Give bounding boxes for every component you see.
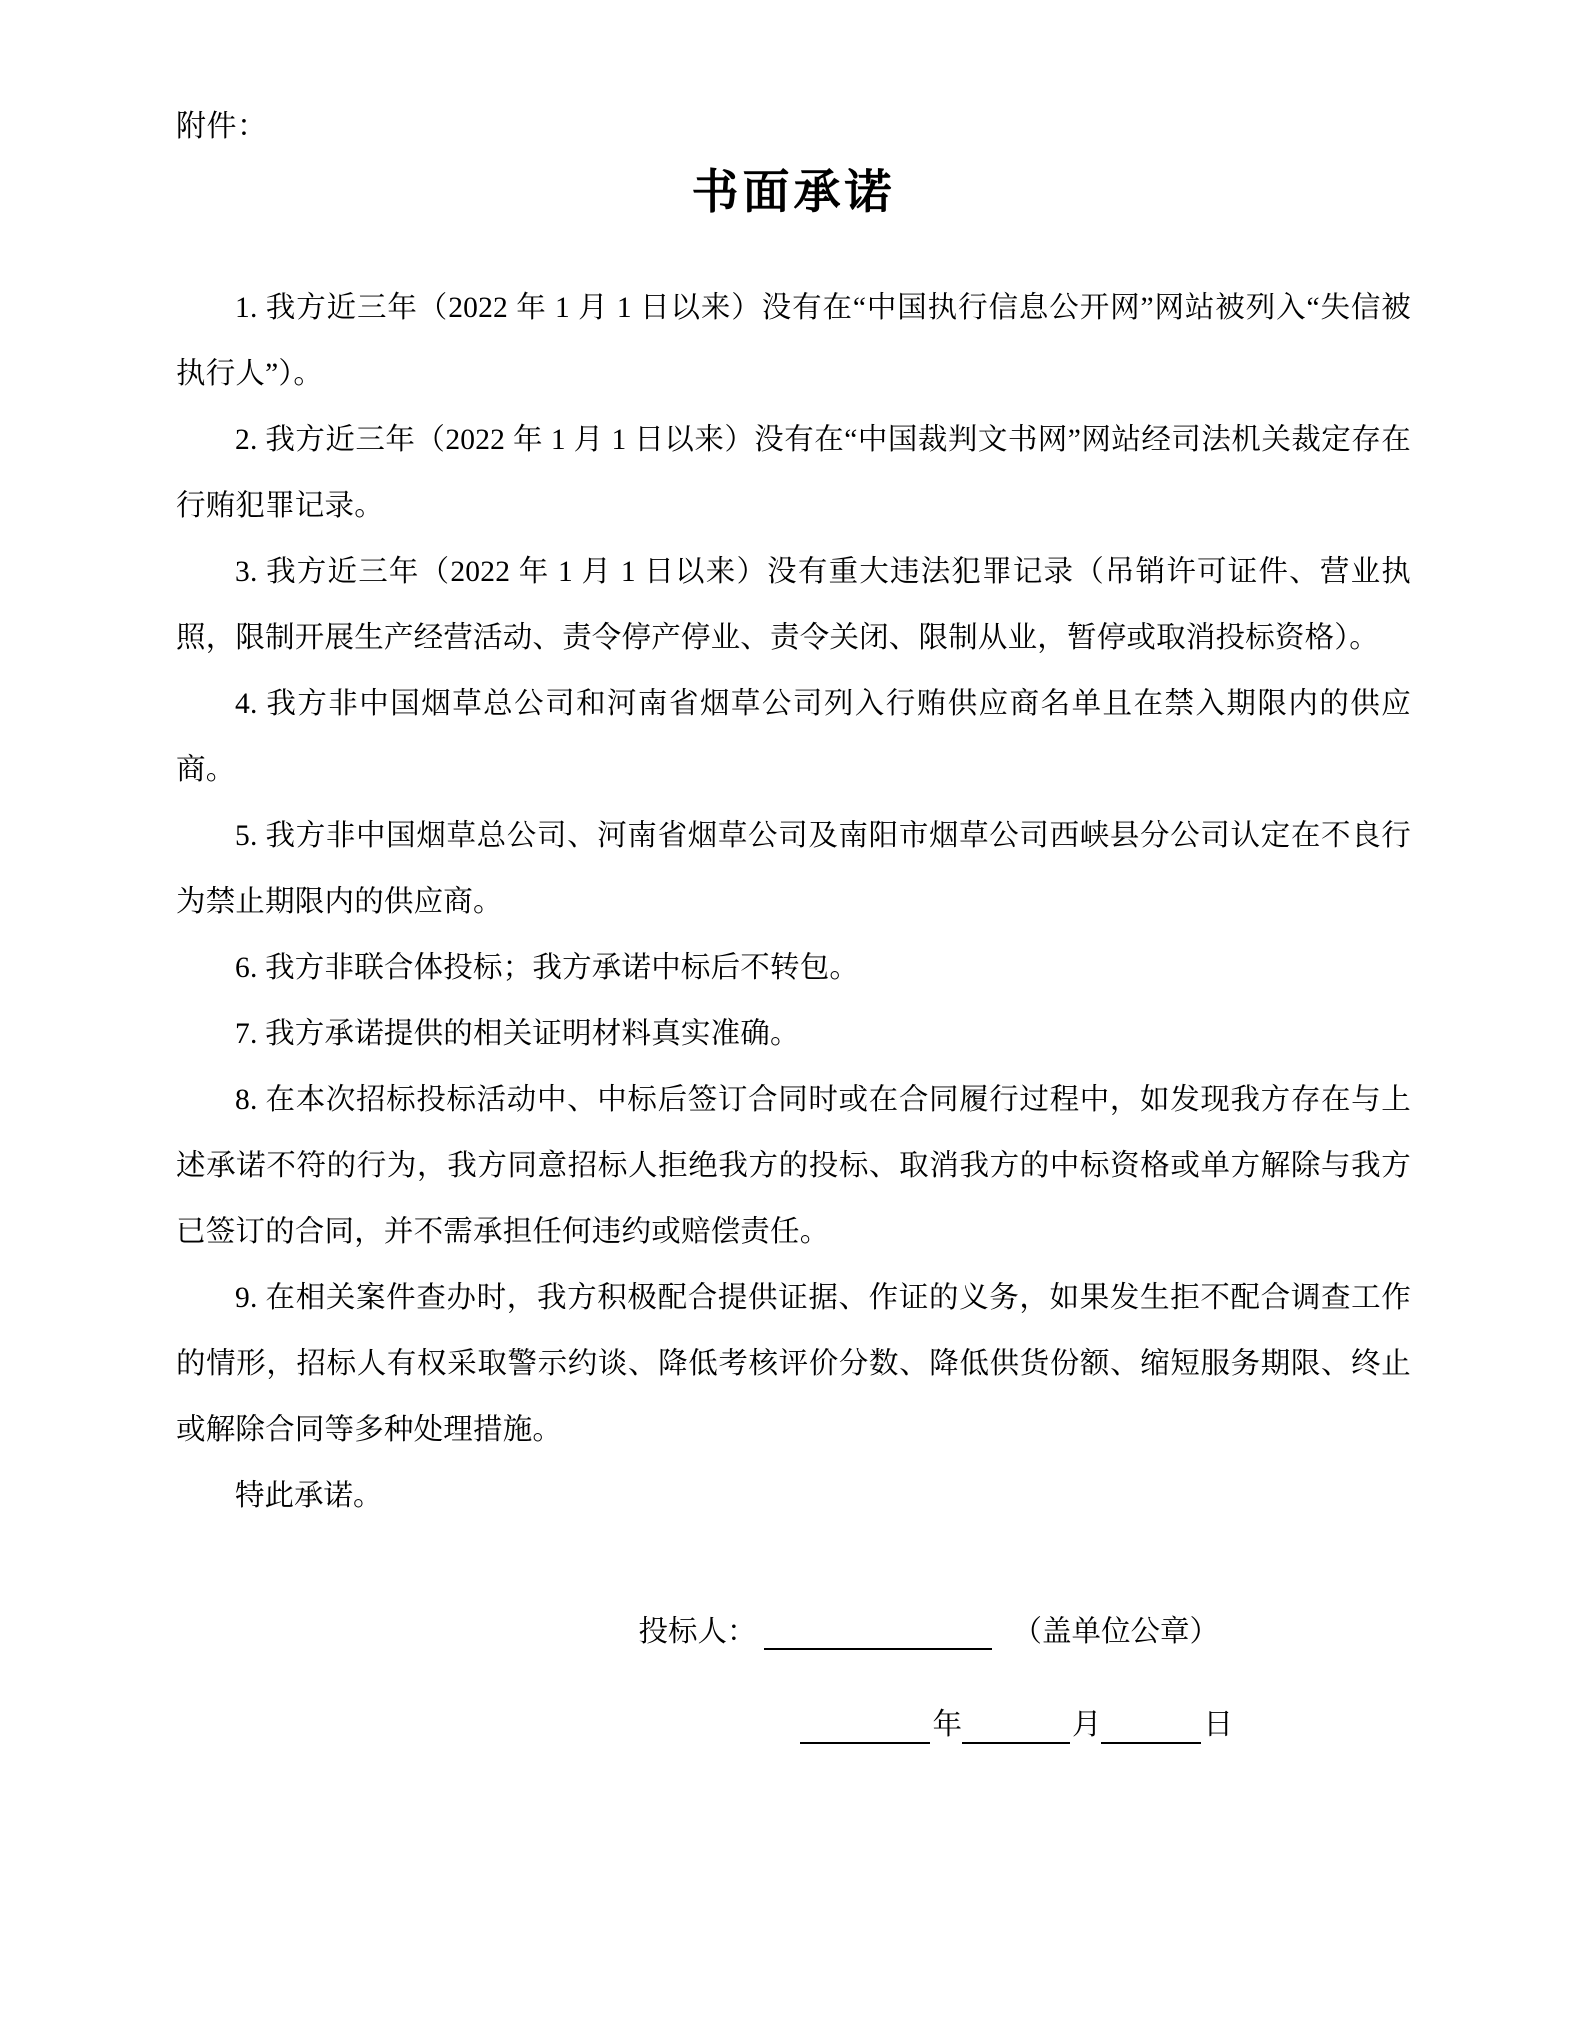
signature-block	[176, 1615, 1411, 1744]
year-field[interactable]	[800, 1711, 930, 1744]
document-content	[176, 0, 1411, 1744]
clause-item-7: 7. 我方承诺提供的相关证明材料真实准确。	[235, 1017, 800, 1050]
year-label: 年	[932, 1709, 962, 1742]
company-seal-note: （盖单位公章）	[1012, 1615, 1219, 1648]
attachment-label: 附件：	[176, 110, 268, 143]
day-field[interactable]	[1101, 1711, 1201, 1744]
clause-item-1: 1. 我方近三年（2022 年 1 月 1 日以来）没有在“中国执行信息公开网”网站被列入“失信被执行人”）。	[176, 291, 1411, 390]
closing-statement: 特此承诺。	[235, 1479, 383, 1512]
clause-item-6: 6. 我方非联合体投标；我方承诺中标后不转包。	[235, 951, 860, 984]
bidder-signature-row	[176, 1615, 1411, 1650]
clause-item-5: 5. 我方非中国烟草总公司、河南省烟草公司及南阳市烟草公司西峡县分公司认定在不良行为禁止期限内的供应商。	[176, 819, 1411, 918]
page-title: 书面承诺	[691, 167, 896, 219]
clause-item-2: 2. 我方近三年（2022 年 1 月 1 日以来）没有在“中国裁判文书网”网站经司法机关裁定存在行贿犯罪记录。	[176, 423, 1411, 522]
bidder-name-field[interactable]	[764, 1617, 992, 1650]
clause-list	[176, 275, 1411, 1529]
month-label: 月	[1071, 1709, 1102, 1742]
bidder-label: 投标人：	[638, 1615, 757, 1648]
month-field[interactable]	[962, 1711, 1070, 1744]
clause-item-9: 9. 在相关案件查办时，我方积极配合提供证据、作证的义务，如果发生拒不配合调查工作的情形，招标人有权采取警示约谈、降低考核评价分数、降低供货份额、缩短服务期限、终止或解除合同等多种处理措施。	[176, 1281, 1411, 1446]
clause-item-4: 4. 我方非中国烟草总公司和河南省烟草公司列入行贿供应商名单且在禁入期限内的供应商。	[176, 687, 1411, 786]
clause-item-8: 8. 在本次招标投标活动中、中标后签订合同时或在合同履行过程中，如发现我方存在与上述承诺不符的行为，我方同意招标人拒绝我方的投标、取消我方的中标资格或单方解除与我方已签订的合同，并不需承担任何违约或赔偿责任。	[176, 1083, 1411, 1248]
clause-item-3: 3. 我方近三年（2022 年 1 月 1 日以来）没有重大违法犯罪记录（吊销许可证件、营业执照，限制开展生产经营活动、责令停产停业、责令关闭、限制从业，暂停或取消投标资格）。	[176, 555, 1411, 654]
date-signature-row	[176, 1708, 1411, 1743]
day-label: 日	[1203, 1709, 1233, 1742]
